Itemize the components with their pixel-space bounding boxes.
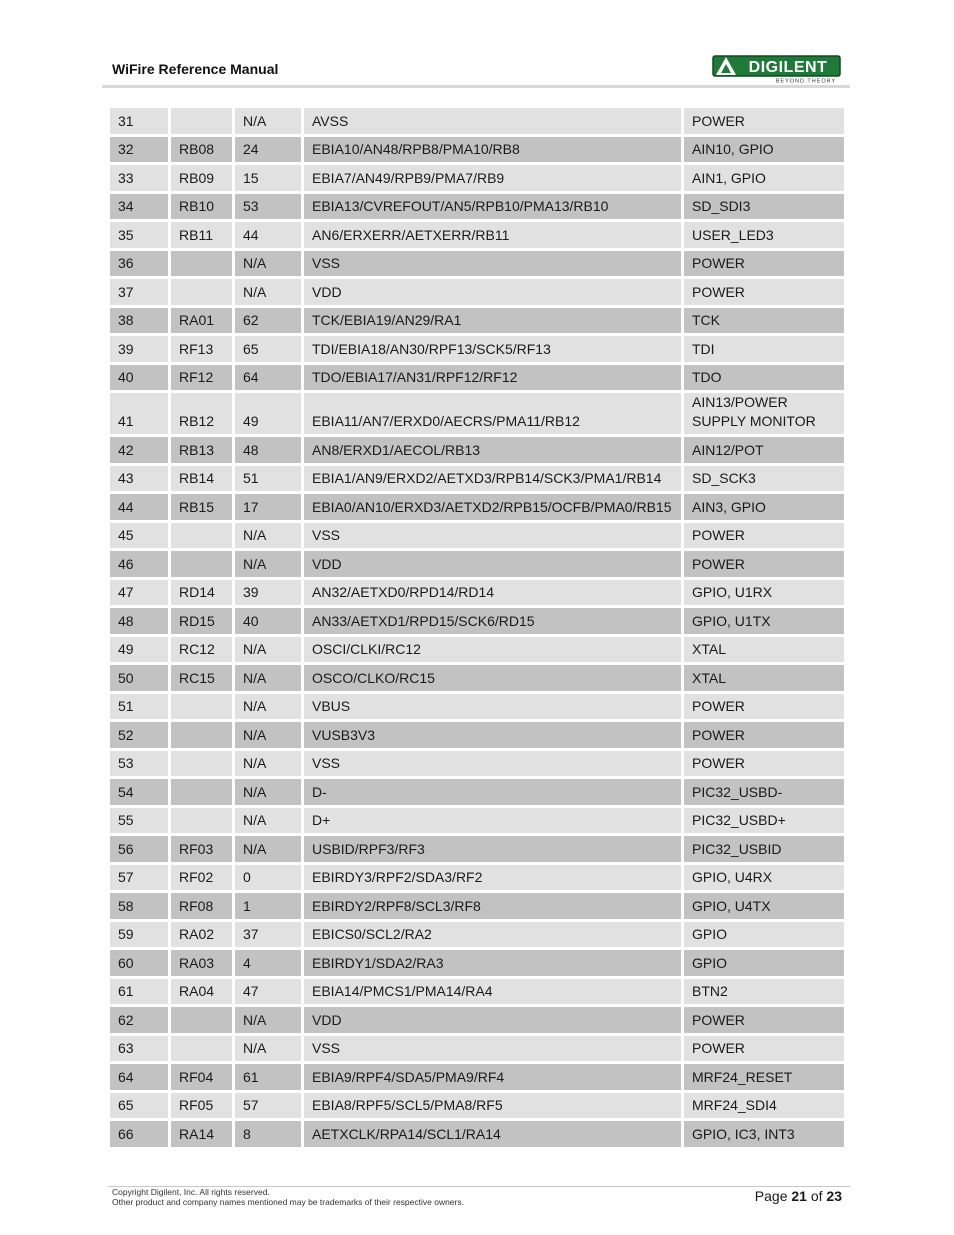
chipkit-pin-cell: N/A bbox=[235, 808, 304, 837]
chipkit-pin-cell: N/A bbox=[235, 108, 304, 137]
chipkit-pin-cell: 57 bbox=[235, 1093, 304, 1122]
chipkit-pin-cell: 65 bbox=[235, 336, 304, 365]
pin-number-cell: 58 bbox=[110, 893, 171, 922]
pin-number-cell: 32 bbox=[110, 137, 171, 166]
pin-number-cell: 54 bbox=[110, 779, 171, 808]
usage-cell: AIN13/POWER SUPPLY MONITOR bbox=[684, 393, 844, 437]
usage-cell: SD_SCK3 bbox=[684, 466, 844, 495]
port-cell: RB15 bbox=[171, 494, 235, 523]
usage-cell: USER_LED3 bbox=[684, 222, 844, 251]
table-row bbox=[110, 922, 844, 951]
table-row bbox=[110, 637, 844, 666]
usage-cell: BTN2 bbox=[684, 979, 844, 1008]
table-row bbox=[110, 1121, 844, 1150]
pin-number-cell: 41 bbox=[110, 393, 171, 437]
function-cell: EBIA13/CVREFOUT/AN5/RPB10/PMA13/RB10 bbox=[304, 194, 684, 223]
usage-cell: PIC32_USBD+ bbox=[684, 808, 844, 837]
port-cell: RB10 bbox=[171, 194, 235, 223]
trademark-text: Other product and company names mentioned may be trademarks of their respective owners. bbox=[112, 1197, 464, 1207]
table-row bbox=[110, 1007, 844, 1036]
chipkit-pin-cell: 15 bbox=[235, 165, 304, 194]
port-cell: RF12 bbox=[171, 365, 235, 394]
pin-number-cell: 57 bbox=[110, 865, 171, 894]
pin-number-cell: 66 bbox=[110, 1121, 171, 1150]
usage-cell: XTAL bbox=[684, 637, 844, 666]
table-row bbox=[110, 551, 844, 580]
usage-cell: MRF24_RESET bbox=[684, 1064, 844, 1093]
usage-cell: GPIO bbox=[684, 922, 844, 951]
function-cell: EBIA1/AN9/ERXD2/AETXD3/RPB14/SCK3/PMA1/RB14 bbox=[304, 466, 684, 495]
chipkit-pin-cell: N/A bbox=[235, 836, 304, 865]
pin-number-cell: 65 bbox=[110, 1093, 171, 1122]
table-row bbox=[110, 494, 844, 523]
function-cell: EBIA9/RPF4/SDA5/PMA9/RF4 bbox=[304, 1064, 684, 1093]
pin-number-cell: 44 bbox=[110, 494, 171, 523]
usage-cell: POWER bbox=[684, 722, 844, 751]
pin-number-cell: 56 bbox=[110, 836, 171, 865]
chipkit-pin-cell: 1 bbox=[235, 893, 304, 922]
port-cell: RB12 bbox=[171, 393, 235, 437]
function-cell: VDD bbox=[304, 279, 684, 308]
usage-cell: TDI bbox=[684, 336, 844, 365]
usage-cell: POWER bbox=[684, 523, 844, 552]
port-cell bbox=[171, 694, 235, 723]
chipkit-pin-cell: N/A bbox=[235, 722, 304, 751]
chipkit-pin-cell: N/A bbox=[235, 637, 304, 666]
chipkit-pin-cell: 64 bbox=[235, 365, 304, 394]
table-row bbox=[110, 580, 844, 609]
function-cell: EBIA8/RPF5/SCL5/PMA8/RF5 bbox=[304, 1093, 684, 1122]
table-row bbox=[110, 808, 844, 837]
logo-text: DIGILENT bbox=[748, 59, 828, 76]
usage-cell: XTAL bbox=[684, 665, 844, 694]
chipkit-pin-cell: N/A bbox=[235, 551, 304, 580]
pin-number-cell: 48 bbox=[110, 608, 171, 637]
table-row bbox=[110, 336, 844, 365]
table-row bbox=[110, 722, 844, 751]
port-cell: RB13 bbox=[171, 437, 235, 466]
usage-cell: POWER bbox=[684, 251, 844, 280]
table-row bbox=[110, 222, 844, 251]
chipkit-pin-cell: N/A bbox=[235, 694, 304, 723]
pin-number-cell: 35 bbox=[110, 222, 171, 251]
chipkit-pin-cell: 4 bbox=[235, 950, 304, 979]
table-row bbox=[110, 1064, 844, 1093]
usage-cell: POWER bbox=[684, 551, 844, 580]
usage-cell: POWER bbox=[684, 108, 844, 137]
chipkit-pin-cell: 61 bbox=[235, 1064, 304, 1093]
page-number bbox=[755, 1188, 842, 1204]
port-cell: RF05 bbox=[171, 1093, 235, 1122]
table-row bbox=[110, 865, 844, 894]
chipkit-pin-cell: N/A bbox=[235, 1007, 304, 1036]
function-cell: EBIA7/AN49/RPB9/PMA7/RB9 bbox=[304, 165, 684, 194]
usage-cell: GPIO, IC3, INT3 bbox=[684, 1121, 844, 1150]
chipkit-pin-cell: N/A bbox=[235, 1036, 304, 1065]
pin-number-cell: 59 bbox=[110, 922, 171, 951]
pin-number-cell: 50 bbox=[110, 665, 171, 694]
chipkit-pin-cell: 49 bbox=[235, 393, 304, 437]
function-cell: D- bbox=[304, 779, 684, 808]
logo-tagline: BEYOND THEORY bbox=[775, 78, 837, 84]
table-row bbox=[110, 194, 844, 223]
port-cell bbox=[171, 108, 235, 137]
usage-cell: AIN3, GPIO bbox=[684, 494, 844, 523]
usage-cell: TDO bbox=[684, 365, 844, 394]
pin-number-cell: 52 bbox=[110, 722, 171, 751]
chipkit-pin-cell: N/A bbox=[235, 523, 304, 552]
chipkit-pin-cell: 47 bbox=[235, 979, 304, 1008]
function-cell: AVSS bbox=[304, 108, 684, 137]
pin-number-cell: 33 bbox=[110, 165, 171, 194]
function-cell: EBICS0/SCL2/RA2 bbox=[304, 922, 684, 951]
chipkit-pin-cell: 0 bbox=[235, 865, 304, 894]
function-cell: AN6/ERXERR/AETXERR/RB11 bbox=[304, 222, 684, 251]
usage-cell: MRF24_SDI4 bbox=[684, 1093, 844, 1122]
function-cell: EBIA0/AN10/ERXD3/AETXD2/RPB15/OCFB/PMA0/RB15 bbox=[304, 494, 684, 523]
page-header bbox=[112, 58, 844, 84]
pin-number-cell: 42 bbox=[110, 437, 171, 466]
function-cell: D+ bbox=[304, 808, 684, 837]
usage-cell: GPIO, U4RX bbox=[684, 865, 844, 894]
table-row bbox=[110, 1093, 844, 1122]
function-cell: USBID/RPF3/RF3 bbox=[304, 836, 684, 865]
chipkit-pin-cell: N/A bbox=[235, 279, 304, 308]
usage-cell: PIC32_USBD- bbox=[684, 779, 844, 808]
port-cell bbox=[171, 1036, 235, 1065]
usage-cell: GPIO, U4TX bbox=[684, 893, 844, 922]
table-row bbox=[110, 751, 844, 780]
function-cell: EBIRDY1/SDA2/RA3 bbox=[304, 950, 684, 979]
chipkit-pin-cell: 53 bbox=[235, 194, 304, 223]
table-row bbox=[110, 836, 844, 865]
usage-cell: AIN10, GPIO bbox=[684, 137, 844, 166]
usage-cell: GPIO, U1RX bbox=[684, 580, 844, 609]
chipkit-pin-cell: 62 bbox=[235, 308, 304, 337]
port-cell: RC15 bbox=[171, 665, 235, 694]
pin-number-cell: 39 bbox=[110, 336, 171, 365]
function-cell: TDO/EBIA17/AN31/RPF12/RF12 bbox=[304, 365, 684, 394]
function-cell: EBIA14/PMCS1/PMA14/RA4 bbox=[304, 979, 684, 1008]
table-row bbox=[110, 523, 844, 552]
chipkit-pin-cell: 39 bbox=[235, 580, 304, 609]
port-cell: RF03 bbox=[171, 836, 235, 865]
document-title: WiFire Reference Manual bbox=[112, 61, 279, 77]
function-cell: VSS bbox=[304, 523, 684, 552]
function-cell: VSS bbox=[304, 751, 684, 780]
table-row bbox=[110, 608, 844, 637]
port-cell: RA04 bbox=[171, 979, 235, 1008]
port-cell bbox=[171, 551, 235, 580]
table-row bbox=[110, 165, 844, 194]
table-row bbox=[110, 437, 844, 466]
pin-number-cell: 43 bbox=[110, 466, 171, 495]
port-cell: RD15 bbox=[171, 608, 235, 637]
port-cell: RF02 bbox=[171, 865, 235, 894]
port-cell bbox=[171, 751, 235, 780]
function-cell: OSCO/CLKO/RC15 bbox=[304, 665, 684, 694]
function-cell: TDI/EBIA18/AN30/RPF13/SCK5/RF13 bbox=[304, 336, 684, 365]
table-row bbox=[110, 251, 844, 280]
table-row bbox=[110, 694, 844, 723]
usage-cell: GPIO bbox=[684, 950, 844, 979]
port-cell: RD14 bbox=[171, 580, 235, 609]
usage-cell: POWER bbox=[684, 1007, 844, 1036]
port-cell: RF04 bbox=[171, 1064, 235, 1093]
function-cell: AN8/ERXD1/AECOL/RB13 bbox=[304, 437, 684, 466]
function-cell: VUSB3V3 bbox=[304, 722, 684, 751]
port-cell: RA03 bbox=[171, 950, 235, 979]
port-cell bbox=[171, 779, 235, 808]
pin-number-cell: 55 bbox=[110, 808, 171, 837]
function-cell: EBIA11/AN7/ERXD0/AECRS/PMA11/RB12 bbox=[304, 393, 684, 437]
chipkit-pin-cell: 51 bbox=[235, 466, 304, 495]
pin-number-cell: 31 bbox=[110, 108, 171, 137]
pin-number-cell: 61 bbox=[110, 979, 171, 1008]
port-cell: RA01 bbox=[171, 308, 235, 337]
port-cell bbox=[171, 523, 235, 552]
port-cell: RF13 bbox=[171, 336, 235, 365]
pin-number-cell: 49 bbox=[110, 637, 171, 666]
chipkit-pin-cell: N/A bbox=[235, 665, 304, 694]
table-row bbox=[110, 308, 844, 337]
table-row bbox=[110, 365, 844, 394]
pin-number-cell: 62 bbox=[110, 1007, 171, 1036]
function-cell: VBUS bbox=[304, 694, 684, 723]
chipkit-pin-cell: 44 bbox=[235, 222, 304, 251]
chipkit-pin-cell: 8 bbox=[235, 1121, 304, 1150]
port-cell: RF08 bbox=[171, 893, 235, 922]
table-row bbox=[110, 893, 844, 922]
function-cell: OSCI/CLKI/RC12 bbox=[304, 637, 684, 666]
function-cell: VSS bbox=[304, 1036, 684, 1065]
function-cell: AN32/AETXD0/RPD14/RD14 bbox=[304, 580, 684, 609]
chipkit-pin-cell: N/A bbox=[235, 251, 304, 280]
chipkit-pin-cell: 17 bbox=[235, 494, 304, 523]
pin-number-cell: 51 bbox=[110, 694, 171, 723]
table-row bbox=[110, 950, 844, 979]
pin-number-cell: 45 bbox=[110, 523, 171, 552]
function-cell: VDD bbox=[304, 1007, 684, 1036]
pin-number-cell: 63 bbox=[110, 1036, 171, 1065]
pin-number-cell: 53 bbox=[110, 751, 171, 780]
pin-number-cell: 64 bbox=[110, 1064, 171, 1093]
usage-cell: POWER bbox=[684, 1036, 844, 1065]
page-of: of bbox=[810, 1188, 823, 1204]
port-cell: RB11 bbox=[171, 222, 235, 251]
table-row bbox=[110, 466, 844, 495]
port-cell bbox=[171, 722, 235, 751]
port-cell: RB08 bbox=[171, 137, 235, 166]
page-total: 23 bbox=[826, 1188, 842, 1204]
port-cell: RB14 bbox=[171, 466, 235, 495]
chipkit-pin-cell: N/A bbox=[235, 779, 304, 808]
function-cell: VDD bbox=[304, 551, 684, 580]
usage-cell: PIC32_USBID bbox=[684, 836, 844, 865]
table-row bbox=[110, 665, 844, 694]
function-cell: AETXCLK/RPA14/SCL1/RA14 bbox=[304, 1121, 684, 1150]
function-cell: EBIRDY2/RPF8/SCL3/RF8 bbox=[304, 893, 684, 922]
function-cell: EBIRDY3/RPF2/SDA3/RF2 bbox=[304, 865, 684, 894]
page-current: 21 bbox=[791, 1188, 807, 1204]
chipkit-pin-cell: 48 bbox=[235, 437, 304, 466]
port-cell: RB09 bbox=[171, 165, 235, 194]
pin-table bbox=[110, 108, 844, 1150]
usage-cell: GPIO, U1TX bbox=[684, 608, 844, 637]
port-cell: RA14 bbox=[171, 1121, 235, 1150]
table-row bbox=[110, 1036, 844, 1065]
port-cell bbox=[171, 251, 235, 280]
usage-cell: TCK bbox=[684, 308, 844, 337]
chipkit-pin-cell: 37 bbox=[235, 922, 304, 951]
port-cell: RA02 bbox=[171, 922, 235, 951]
function-cell: TCK/EBIA19/AN29/RA1 bbox=[304, 308, 684, 337]
port-cell: RC12 bbox=[171, 637, 235, 666]
usage-cell: SD_SDI3 bbox=[684, 194, 844, 223]
table-row bbox=[110, 979, 844, 1008]
pin-number-cell: 47 bbox=[110, 580, 171, 609]
chipkit-pin-cell: N/A bbox=[235, 751, 304, 780]
function-cell: AN33/AETXD1/RPD15/SCK6/RD15 bbox=[304, 608, 684, 637]
table-row bbox=[110, 137, 844, 166]
table-row bbox=[110, 108, 844, 137]
usage-cell: AIN1, GPIO bbox=[684, 165, 844, 194]
chipkit-pin-cell: 40 bbox=[235, 608, 304, 637]
usage-cell: POWER bbox=[684, 751, 844, 780]
pin-number-cell: 36 bbox=[110, 251, 171, 280]
pin-table-body bbox=[110, 108, 844, 1150]
pin-number-cell: 60 bbox=[110, 950, 171, 979]
usage-cell: POWER bbox=[684, 694, 844, 723]
page-prefix: Page bbox=[754, 1188, 788, 1204]
function-cell: EBIA10/AN48/RPB8/PMA10/RB8 bbox=[304, 137, 684, 166]
digilent-logo bbox=[712, 54, 842, 84]
pin-number-cell: 40 bbox=[110, 365, 171, 394]
pin-number-cell: 34 bbox=[110, 194, 171, 223]
pin-number-cell: 37 bbox=[110, 279, 171, 308]
pin-number-cell: 46 bbox=[110, 551, 171, 580]
table-row bbox=[110, 779, 844, 808]
usage-cell: AIN12/POT bbox=[684, 437, 844, 466]
table-row bbox=[110, 393, 844, 437]
table-row bbox=[110, 279, 844, 308]
chipkit-pin-cell: 24 bbox=[235, 137, 304, 166]
header-divider bbox=[102, 85, 850, 88]
pin-number-cell: 38 bbox=[110, 308, 171, 337]
footer-legal bbox=[112, 1187, 464, 1207]
function-cell: VSS bbox=[304, 251, 684, 280]
copyright-text: Copyright Digilent, Inc. All rights reserved. bbox=[112, 1187, 270, 1197]
port-cell bbox=[171, 808, 235, 837]
port-cell bbox=[171, 279, 235, 308]
usage-cell: POWER bbox=[684, 279, 844, 308]
port-cell bbox=[171, 1007, 235, 1036]
